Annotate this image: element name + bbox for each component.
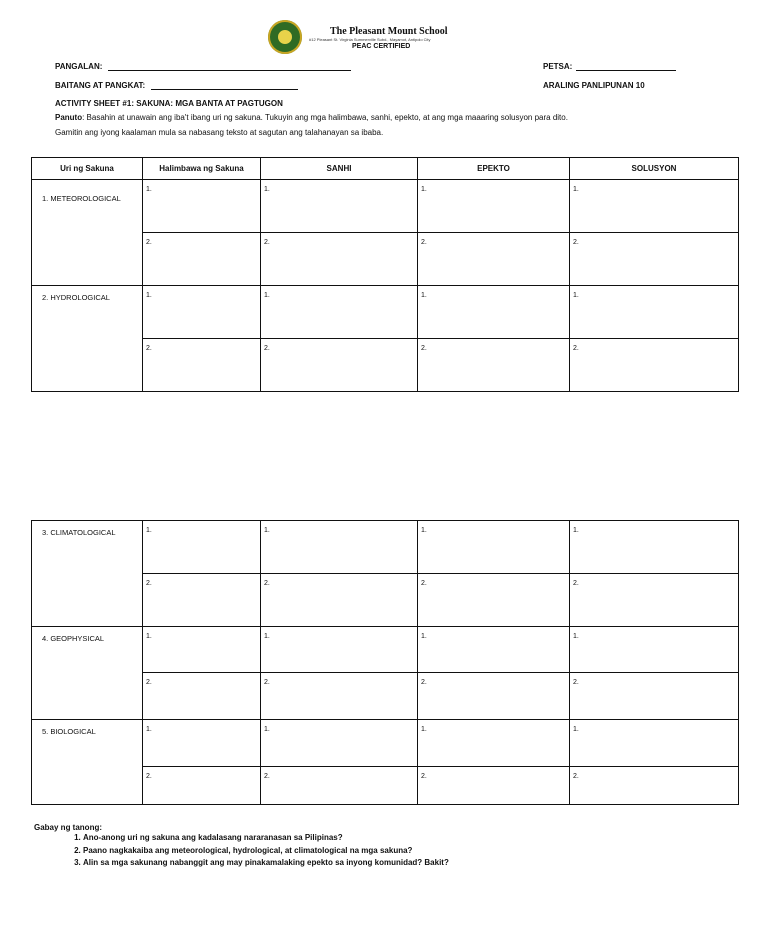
answer-cell[interactable]: 1. <box>418 720 570 767</box>
name-field[interactable] <box>108 62 351 71</box>
answer-cell[interactable]: 2. <box>261 767 418 805</box>
instructions-line-2: Gamitin ang iyong kaalaman mula sa nabasang teksto at sagutan ang talahanayan sa ibaba. <box>55 128 384 137</box>
answer-cell[interactable]: 2. <box>570 673 739 720</box>
answer-cell[interactable]: 2. <box>261 574 418 627</box>
date-field[interactable] <box>576 62 676 71</box>
answer-cell[interactable]: 1. <box>261 286 418 339</box>
answer-cell[interactable]: 1. <box>143 720 261 767</box>
certification-label: PEAC CERTIFIED <box>352 43 411 50</box>
guide-question: 3. Alin sa mga sakunang nabanggit ang may pinakamalaking epekto sa inyong komunidad? Bakit? <box>83 857 449 870</box>
guide-question: 2. Paano nagkakaiba ang meteorological, hydrological, at climatological na mga sakuna? <box>83 845 449 858</box>
answer-cell[interactable]: 2. <box>570 767 739 805</box>
answer-cell[interactable]: 2. <box>570 339 739 392</box>
category-hydrological: 2. HYDROLOGICAL <box>32 286 143 392</box>
answer-cell[interactable]: 1. <box>570 286 739 339</box>
answer-cell[interactable]: 1. <box>143 180 261 233</box>
answer-cell[interactable]: 1. <box>570 180 739 233</box>
date-label: PETSA: <box>543 62 573 71</box>
answer-cell[interactable]: 1. <box>261 720 418 767</box>
answer-cell[interactable]: 2. <box>570 574 739 627</box>
answer-cell[interactable]: 1. <box>143 286 261 339</box>
answer-cell[interactable]: 1. <box>261 627 418 673</box>
answer-cell[interactable]: 2. <box>418 339 570 392</box>
category-climatological: 3. CLIMATOLOGICAL <box>32 521 143 627</box>
answer-cell[interactable]: 2. <box>143 339 261 392</box>
answer-cell[interactable]: 2. <box>143 574 261 627</box>
answer-cell[interactable]: 1. <box>143 521 261 574</box>
header-epekto: EPEKTO <box>418 158 570 180</box>
category-meteorological: 1. METEOROLOGICAL <box>32 180 143 286</box>
answer-cell[interactable]: 1. <box>570 720 739 767</box>
disaster-table-part-1 <box>31 157 739 392</box>
header-solusyon: SOLUSYON <box>570 158 739 180</box>
answer-cell[interactable]: 2. <box>418 673 570 720</box>
answer-cell[interactable]: 1. <box>570 627 739 673</box>
answer-cell[interactable]: 1. <box>143 627 261 673</box>
guide-question: 1. Ano-anong uri ng sakuna ang kadalasang nararanasan sa Pilipinas? <box>83 832 449 845</box>
name-label: PANGALAN: <box>55 62 103 71</box>
instructions-line-1 <box>55 113 568 122</box>
answer-cell[interactable]: 2. <box>570 233 739 286</box>
category-biological: 5. BIOLOGICAL <box>32 720 143 805</box>
answer-cell[interactable]: 2. <box>418 767 570 805</box>
guide-questions-list <box>55 832 449 870</box>
instruction-text: : Basahin at unawain ang iba't ibang uri ng sakuna. Tukuyin ang mga halimbawa, sanhi, epekto, at ang mga maaaring solusyon para dito. <box>82 113 568 122</box>
instruction-label: Panuto <box>55 113 83 122</box>
answer-cell[interactable]: 2. <box>261 233 418 286</box>
subject-label: ARALING PANLIPUNAN 10 <box>543 81 645 90</box>
category-geophysical: 4. GEOPHYSICAL <box>32 627 143 720</box>
header-sanhi: SANHI <box>261 158 418 180</box>
answer-cell[interactable]: 2. <box>418 574 570 627</box>
answer-cell[interactable]: 2. <box>143 233 261 286</box>
grade-section-field[interactable] <box>151 81 298 90</box>
school-address: #12 Pleasant St. Virginia Summerville Subd., Mayamot, Antipolo City <box>309 37 431 42</box>
answer-cell[interactable]: 1. <box>418 180 570 233</box>
answer-cell[interactable]: 2. <box>261 339 418 392</box>
disaster-table-part-2 <box>31 520 739 805</box>
answer-cell[interactable]: 2. <box>261 673 418 720</box>
school-name: The Pleasant Mount School <box>330 26 448 37</box>
answer-cell[interactable]: 1. <box>418 521 570 574</box>
answer-cell[interactable]: 1. <box>418 627 570 673</box>
guide-questions-title: Gabay ng tanong: <box>34 823 102 832</box>
answer-cell[interactable]: 1. <box>261 180 418 233</box>
answer-cell[interactable]: 2. <box>418 233 570 286</box>
answer-cell[interactable]: 1. <box>261 521 418 574</box>
answer-cell[interactable]: 2. <box>143 673 261 720</box>
school-seal-logo <box>268 20 302 54</box>
header-uri-ng-sakuna: Uri ng Sakuna <box>32 158 143 180</box>
answer-cell[interactable]: 2. <box>143 767 261 805</box>
activity-title: ACTIVITY SHEET #1: SAKUNA: MGA BANTA AT PAGTUGON <box>55 99 283 108</box>
grade-label: BAITANG AT PANGKAT: <box>55 81 146 90</box>
header-halimbawa: Halimbawa ng Sakuna <box>143 158 261 180</box>
answer-cell[interactable]: 1. <box>570 521 739 574</box>
answer-cell[interactable]: 1. <box>418 286 570 339</box>
